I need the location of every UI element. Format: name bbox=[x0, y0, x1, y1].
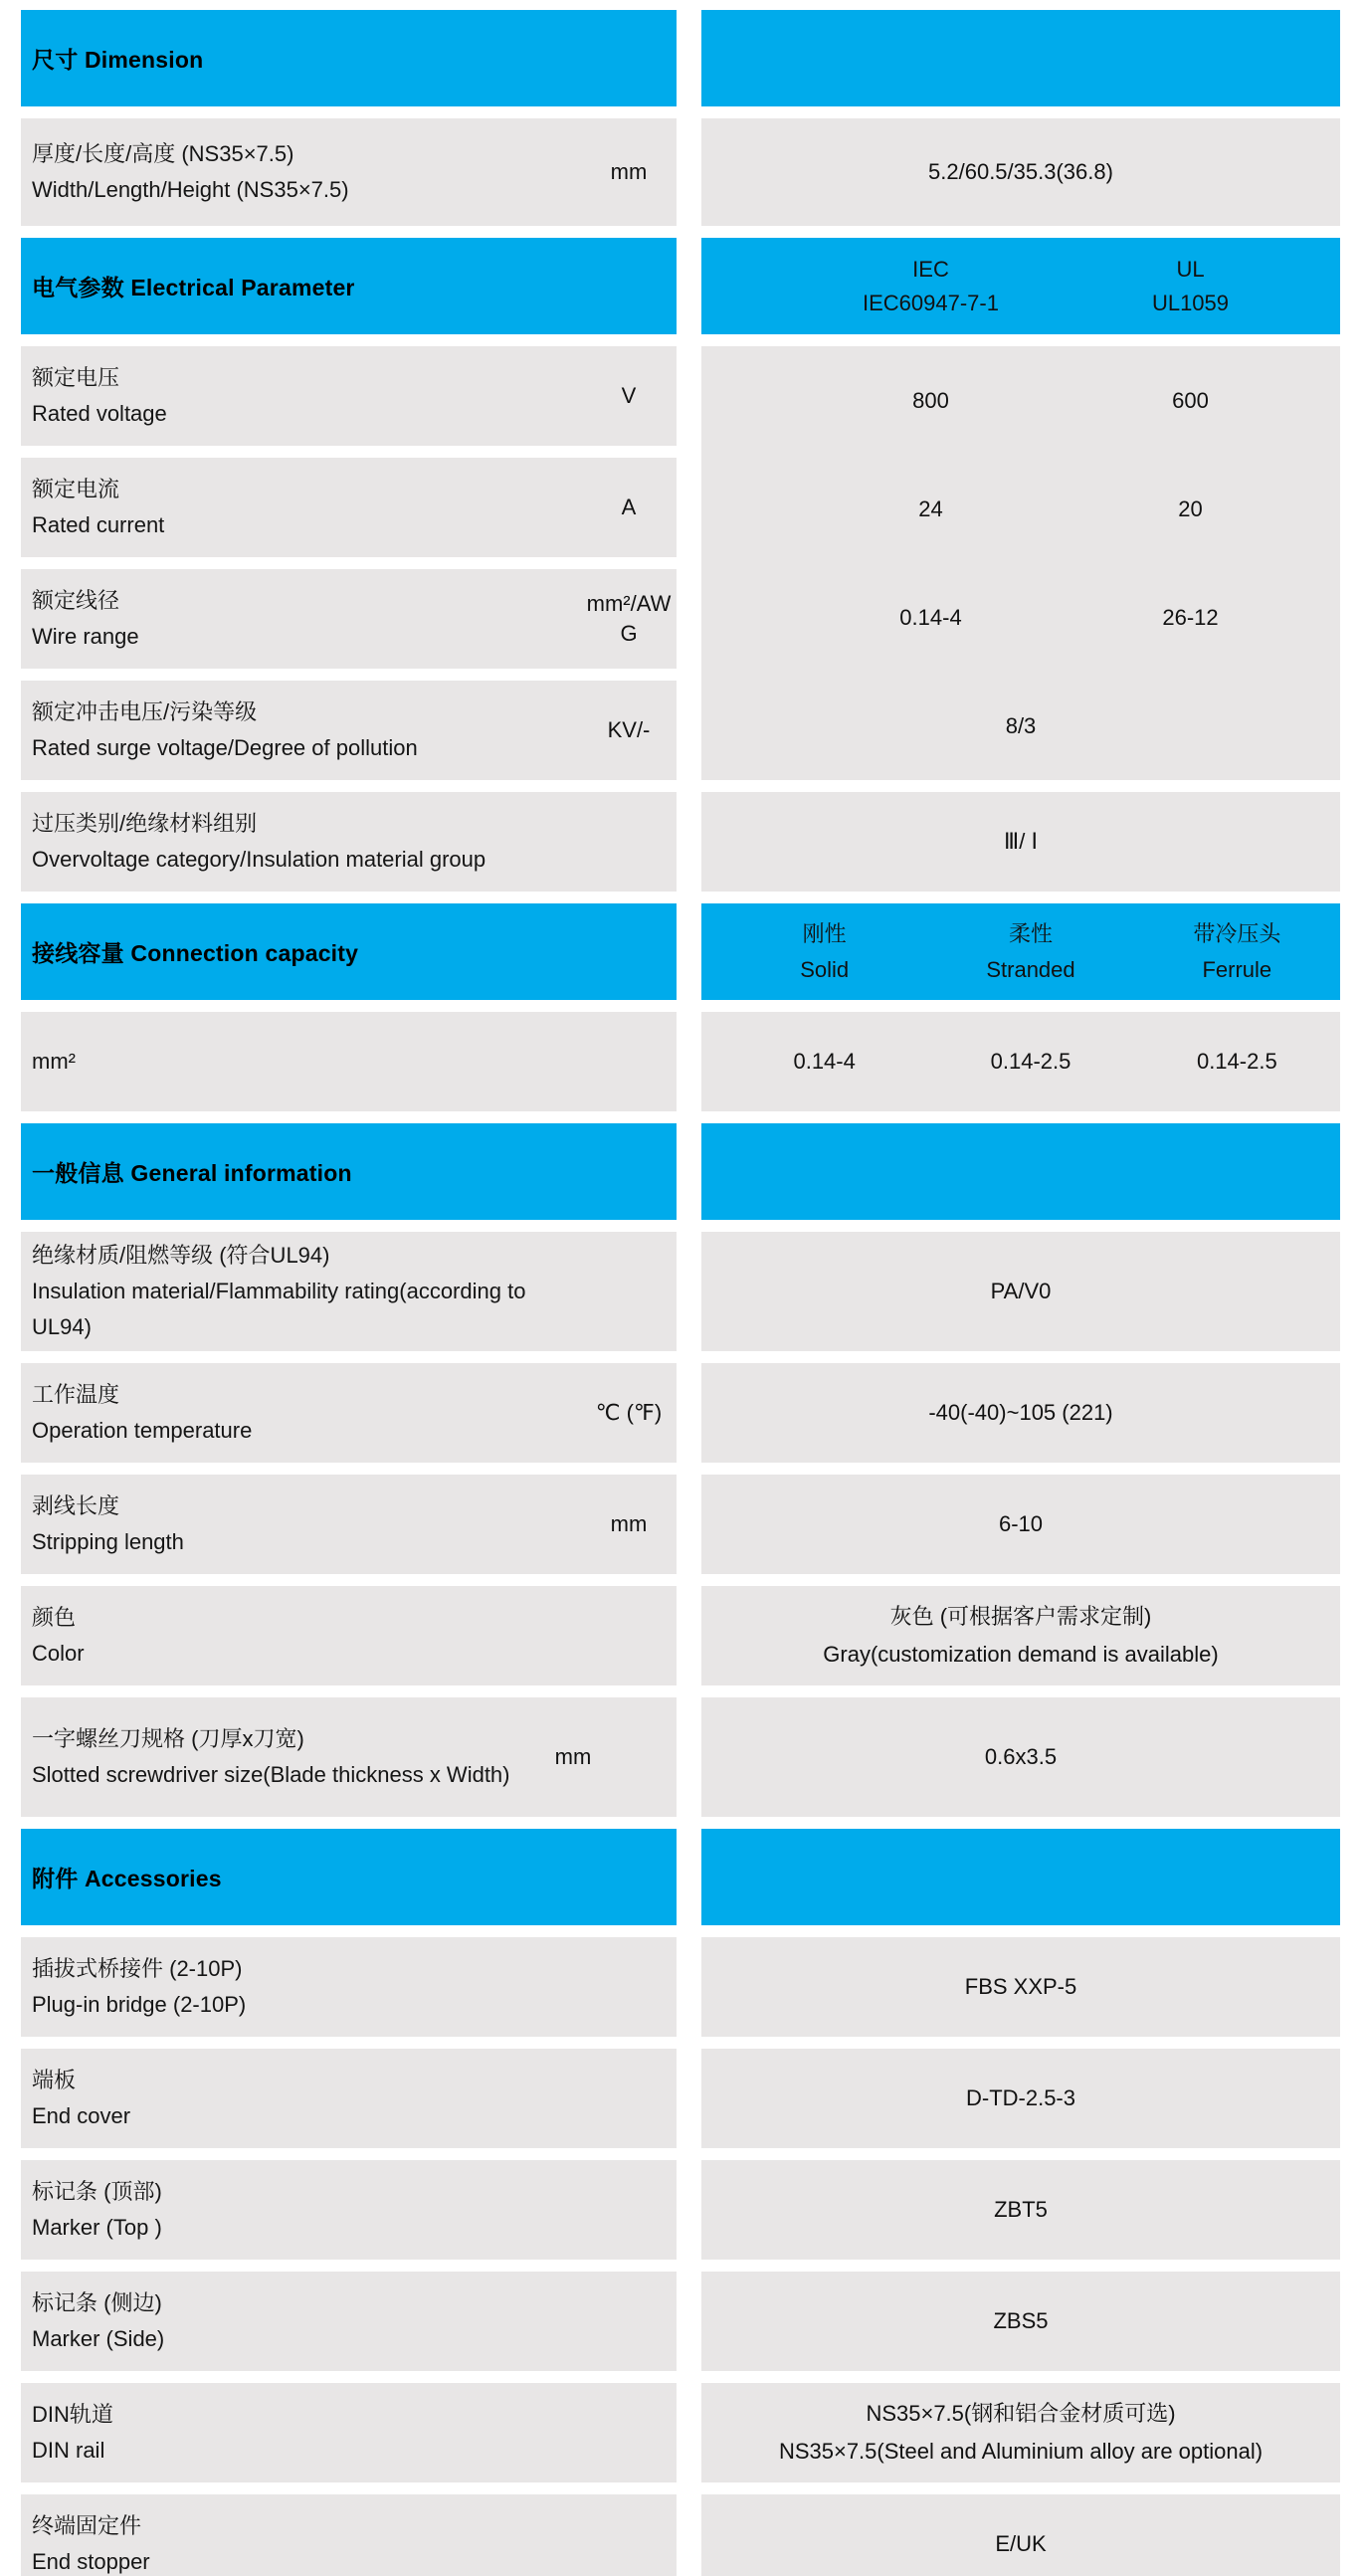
row-label-zh: 额定电流 bbox=[32, 477, 120, 501]
row-overvoltage bbox=[0, 792, 1363, 892]
section-connection-header bbox=[0, 903, 1363, 1000]
row-dimension-value-cell bbox=[701, 118, 1340, 226]
row-value: 0.6x3.5 bbox=[984, 1744, 1058, 1769]
value-ul: 20 bbox=[1178, 495, 1203, 521]
row-end-cover-label-cell bbox=[21, 2049, 677, 2148]
row-end-cover bbox=[0, 2049, 1363, 2148]
row-label-en: DIN rail bbox=[32, 2438, 105, 2463]
row-label-en: Wire range bbox=[32, 624, 139, 649]
value-ul: 600 bbox=[1172, 387, 1209, 413]
row-label bbox=[32, 1488, 585, 1560]
row-label-en: End cover bbox=[32, 2103, 131, 2128]
row-label bbox=[32, 1044, 677, 1080]
row-operation-temperature bbox=[0, 1363, 1363, 1463]
row-label-en: Stripping length bbox=[32, 1529, 184, 1554]
row-label-en: Plug-in bridge (2-10P) bbox=[32, 1992, 247, 2017]
row-value bbox=[701, 2395, 1340, 2471]
column-header-iec-line1: IEC bbox=[912, 256, 949, 282]
row-label-zh: 剥线长度 bbox=[32, 1493, 120, 1518]
row-value-zh: 灰色 (可根据客户需求定制) bbox=[889, 1604, 1152, 1629]
dimension-header-cell bbox=[21, 10, 677, 106]
row-label-zh: 插拔式桥接件 (2-10P) bbox=[32, 1956, 243, 1981]
row-label-zh: 厚度/长度/高度 (NS35×7.5) bbox=[32, 141, 294, 166]
row-label-en: Insulation material/Flammability rating(according to UL94) bbox=[32, 1279, 526, 1339]
row-rated-current-label-cell bbox=[21, 458, 677, 557]
row-label-zh: 颜色 bbox=[32, 1605, 77, 1630]
row-value: -40(-40)~105 (221) bbox=[928, 1400, 1113, 1425]
row-label-zh: 一字螺丝刀规格 (刀厚x刀宽) bbox=[32, 1726, 304, 1751]
row-value: 5.2/60.5/35.3(36.8) bbox=[928, 159, 1113, 184]
row-label-zh: 过压类别/绝缘材料组别 bbox=[32, 811, 258, 836]
general-header-title: 一般信息 General information bbox=[32, 1160, 352, 1186]
row-label-en: Width/Length/Height (NS35×7.5) bbox=[32, 177, 349, 202]
row-unit: mm bbox=[610, 159, 648, 184]
row-overvoltage-label-cell bbox=[21, 792, 677, 892]
row-label-en: Rated current bbox=[32, 512, 165, 537]
row-label bbox=[32, 1721, 529, 1793]
row-din-rail-label-cell bbox=[21, 2383, 677, 2482]
row-end-stopper bbox=[0, 2494, 1363, 2576]
section-electrical-rows bbox=[0, 346, 1363, 780]
row-label-en: End stopper bbox=[32, 2549, 150, 2574]
rated-current-values bbox=[701, 455, 1340, 563]
value-solid: 0.14-4 bbox=[793, 1049, 856, 1074]
value-ul: 26-12 bbox=[1162, 604, 1219, 630]
row-color bbox=[0, 1586, 1363, 1685]
row-value-en: Gray(customization demand is available) bbox=[823, 1642, 1219, 1667]
column-header-ul bbox=[1061, 253, 1320, 320]
row-connection-capacity bbox=[0, 1012, 1363, 1111]
row-label-en: Marker (Top ) bbox=[32, 2215, 162, 2240]
row-label bbox=[32, 583, 585, 655]
row-value: E/UK bbox=[995, 2531, 1047, 2556]
row-value: FBS XXP-5 bbox=[964, 1974, 1077, 1999]
row-value-en: NS35×7.5(Steel and Aluminium alloy are optional) bbox=[778, 2439, 1264, 2464]
row-label-zh: 额定电压 bbox=[32, 365, 120, 390]
value-stranded: 0.14-2.5 bbox=[990, 1049, 1071, 1074]
electrical-header-columns bbox=[701, 238, 1340, 334]
connection-header-cell bbox=[21, 903, 677, 1000]
row-plug-in-bridge bbox=[0, 1937, 1363, 2037]
row-label-zh: 标记条 (顶部) bbox=[32, 2179, 162, 2204]
row-temperature-label-cell bbox=[21, 1363, 677, 1463]
row-screwdriver-value-cell bbox=[701, 1697, 1340, 1817]
row-label bbox=[32, 2285, 677, 2357]
electrical-left-stack bbox=[21, 346, 677, 780]
row-marker-side-value-cell bbox=[701, 2272, 1340, 2371]
row-label-zh: DIN轨道 bbox=[32, 2402, 113, 2427]
row-din-rail bbox=[0, 2383, 1363, 2482]
row-label bbox=[32, 136, 585, 208]
column-header-ul-line1: UL bbox=[1176, 256, 1205, 282]
row-insulation-value-cell bbox=[701, 1232, 1340, 1351]
electrical-header-title: 电气参数 Electrical Parameter bbox=[32, 275, 355, 300]
row-value bbox=[701, 1598, 1340, 1674]
row-temperature-value-cell bbox=[701, 1363, 1340, 1463]
column-header-ferrule-zh: 带冷压头 bbox=[1193, 920, 1281, 946]
electrical-values-block bbox=[701, 346, 1340, 780]
column-header-iec bbox=[801, 253, 1061, 320]
row-marker-top-value-cell bbox=[701, 2160, 1340, 2260]
row-wire-range-label-cell bbox=[21, 569, 677, 669]
row-value: ZBS5 bbox=[993, 2308, 1049, 2333]
section-electrical-header bbox=[0, 238, 1363, 334]
row-label-en: Rated voltage bbox=[32, 401, 167, 426]
row-bridge-label-cell bbox=[21, 1937, 677, 2037]
row-unit: KV/- bbox=[607, 717, 651, 742]
row-insulation bbox=[0, 1232, 1363, 1351]
row-marker-side bbox=[0, 2272, 1363, 2371]
connection-header-title: 接线容量 Connection capacity bbox=[32, 940, 359, 966]
row-label-en: Color bbox=[32, 1641, 85, 1666]
row-unit: V bbox=[621, 383, 637, 408]
row-capacity-label-cell bbox=[21, 1012, 677, 1111]
row-label-en: Slotted screwdriver size(Blade thickness x Width) bbox=[32, 1762, 510, 1787]
accessories-header-right-cell bbox=[701, 1829, 1340, 1925]
general-header-right-cell bbox=[701, 1123, 1340, 1220]
row-stripping-value-cell bbox=[701, 1475, 1340, 1574]
accessories-header-title: 附件 Accessories bbox=[32, 1866, 222, 1891]
general-header-cell bbox=[21, 1123, 677, 1220]
column-header-solid-zh: 刚性 bbox=[802, 920, 847, 946]
row-unit: mm bbox=[554, 1744, 592, 1769]
row-label-en: Operation temperature bbox=[32, 1418, 253, 1443]
row-color-value-cell bbox=[701, 1586, 1340, 1685]
rated-voltage-values bbox=[701, 346, 1340, 455]
connection-header-columns bbox=[701, 903, 1340, 1000]
column-header-solid bbox=[721, 916, 927, 988]
row-label bbox=[32, 360, 585, 432]
row-screwdriver-label-cell bbox=[21, 1697, 677, 1817]
surge-voltage-value: 8/3 bbox=[1005, 712, 1037, 738]
row-end-stopper-label-cell bbox=[21, 2494, 677, 2576]
row-value: ZBT5 bbox=[994, 2197, 1048, 2222]
accessories-header-cell bbox=[21, 1829, 677, 1925]
row-color-label-cell bbox=[21, 1586, 677, 1685]
row-label bbox=[32, 2508, 677, 2576]
row-value: PA/V0 bbox=[990, 1279, 1052, 1303]
row-value: Ⅲ/ Ⅰ bbox=[1004, 829, 1038, 854]
row-din-rail-value-cell bbox=[701, 2383, 1340, 2482]
row-label bbox=[32, 2174, 677, 2246]
row-label bbox=[32, 1377, 585, 1449]
row-unit: ℃ (℉) bbox=[595, 1400, 663, 1425]
row-end-cover-value-cell bbox=[701, 2049, 1340, 2148]
row-marker-side-label-cell bbox=[21, 2272, 677, 2371]
row-label-zh: 工作温度 bbox=[32, 1382, 120, 1407]
section-accessories-header bbox=[0, 1829, 1363, 1925]
section-general-header bbox=[0, 1123, 1363, 1220]
column-header-ul-line2: UL1059 bbox=[1151, 290, 1230, 315]
column-header-stranded-zh: 柔性 bbox=[1008, 920, 1053, 946]
column-header-solid-en: Solid bbox=[800, 956, 850, 982]
row-label bbox=[32, 694, 585, 766]
value-iec: 800 bbox=[912, 387, 949, 413]
row-dimension bbox=[0, 118, 1363, 226]
row-overvoltage-value-cell bbox=[701, 792, 1340, 892]
row-value-zh: NS35×7.5(钢和铝合金材质可选) bbox=[866, 2401, 1176, 2426]
row-label-zh: 额定线径 bbox=[32, 588, 120, 613]
row-label bbox=[32, 1238, 529, 1345]
row-label bbox=[32, 2063, 677, 2134]
row-dimension-label-cell bbox=[21, 118, 677, 226]
row-surge-voltage-label-cell bbox=[21, 681, 677, 780]
row-label-zh: 终端固定件 bbox=[32, 2513, 142, 2538]
row-unit: mm bbox=[610, 1511, 648, 1536]
column-header-ferrule-en: Ferrule bbox=[1202, 956, 1272, 982]
row-insulation-label-cell bbox=[21, 1232, 677, 1351]
row-label-zh: 端板 bbox=[32, 2068, 77, 2092]
row-marker-top bbox=[0, 2160, 1363, 2260]
section-dimension-header bbox=[0, 10, 1363, 106]
value-iec: 24 bbox=[918, 495, 943, 521]
row-label bbox=[32, 2397, 677, 2469]
row-label-en: Overvoltage category/Insulation material group bbox=[32, 847, 487, 872]
row-label bbox=[32, 472, 585, 543]
wire-range-values bbox=[701, 563, 1340, 672]
row-label bbox=[32, 1951, 677, 2023]
value-iec: 0.14-4 bbox=[899, 604, 962, 630]
column-header-iec-line2: IEC60947-7-1 bbox=[863, 290, 999, 315]
dimension-header-title: 尺寸 Dimension bbox=[32, 47, 204, 73]
column-header-ferrule bbox=[1134, 916, 1340, 988]
row-label-zh: 额定冲击电压/污染等级 bbox=[32, 699, 258, 724]
row-rated-voltage-label-cell bbox=[21, 346, 677, 446]
column-header-stranded bbox=[927, 916, 1133, 988]
row-label-en: Rated surge voltage/Degree of pollution bbox=[32, 735, 418, 760]
row-label bbox=[32, 806, 585, 878]
row-screwdriver bbox=[0, 1697, 1363, 1817]
row-label-zh: 绝缘材质/阻燃等级 (符合UL94) bbox=[32, 1243, 330, 1268]
row-bridge-value-cell bbox=[701, 1937, 1340, 2037]
row-stripping-length bbox=[0, 1475, 1363, 1574]
row-label bbox=[32, 1600, 585, 1672]
row-unit: A bbox=[621, 495, 637, 519]
row-label-unit: mm² bbox=[32, 1049, 76, 1074]
row-value: D-TD-2.5-3 bbox=[965, 2085, 1075, 2110]
row-unit: mm²/AWG bbox=[586, 591, 672, 646]
row-label-en: Marker (Side) bbox=[32, 2326, 165, 2351]
row-capacity-values bbox=[701, 1012, 1340, 1111]
row-marker-top-label-cell bbox=[21, 2160, 677, 2260]
row-label-zh: 标记条 (侧边) bbox=[32, 2290, 162, 2315]
value-ferrule: 0.14-2.5 bbox=[1196, 1049, 1277, 1074]
column-header-stranded-en: Stranded bbox=[986, 956, 1075, 982]
dimension-header-right-cell bbox=[701, 10, 1340, 106]
row-end-stopper-value-cell bbox=[701, 2494, 1340, 2576]
row-stripping-label-cell bbox=[21, 1475, 677, 1574]
electrical-header-cell bbox=[21, 238, 677, 334]
row-value: 6-10 bbox=[998, 1511, 1044, 1536]
